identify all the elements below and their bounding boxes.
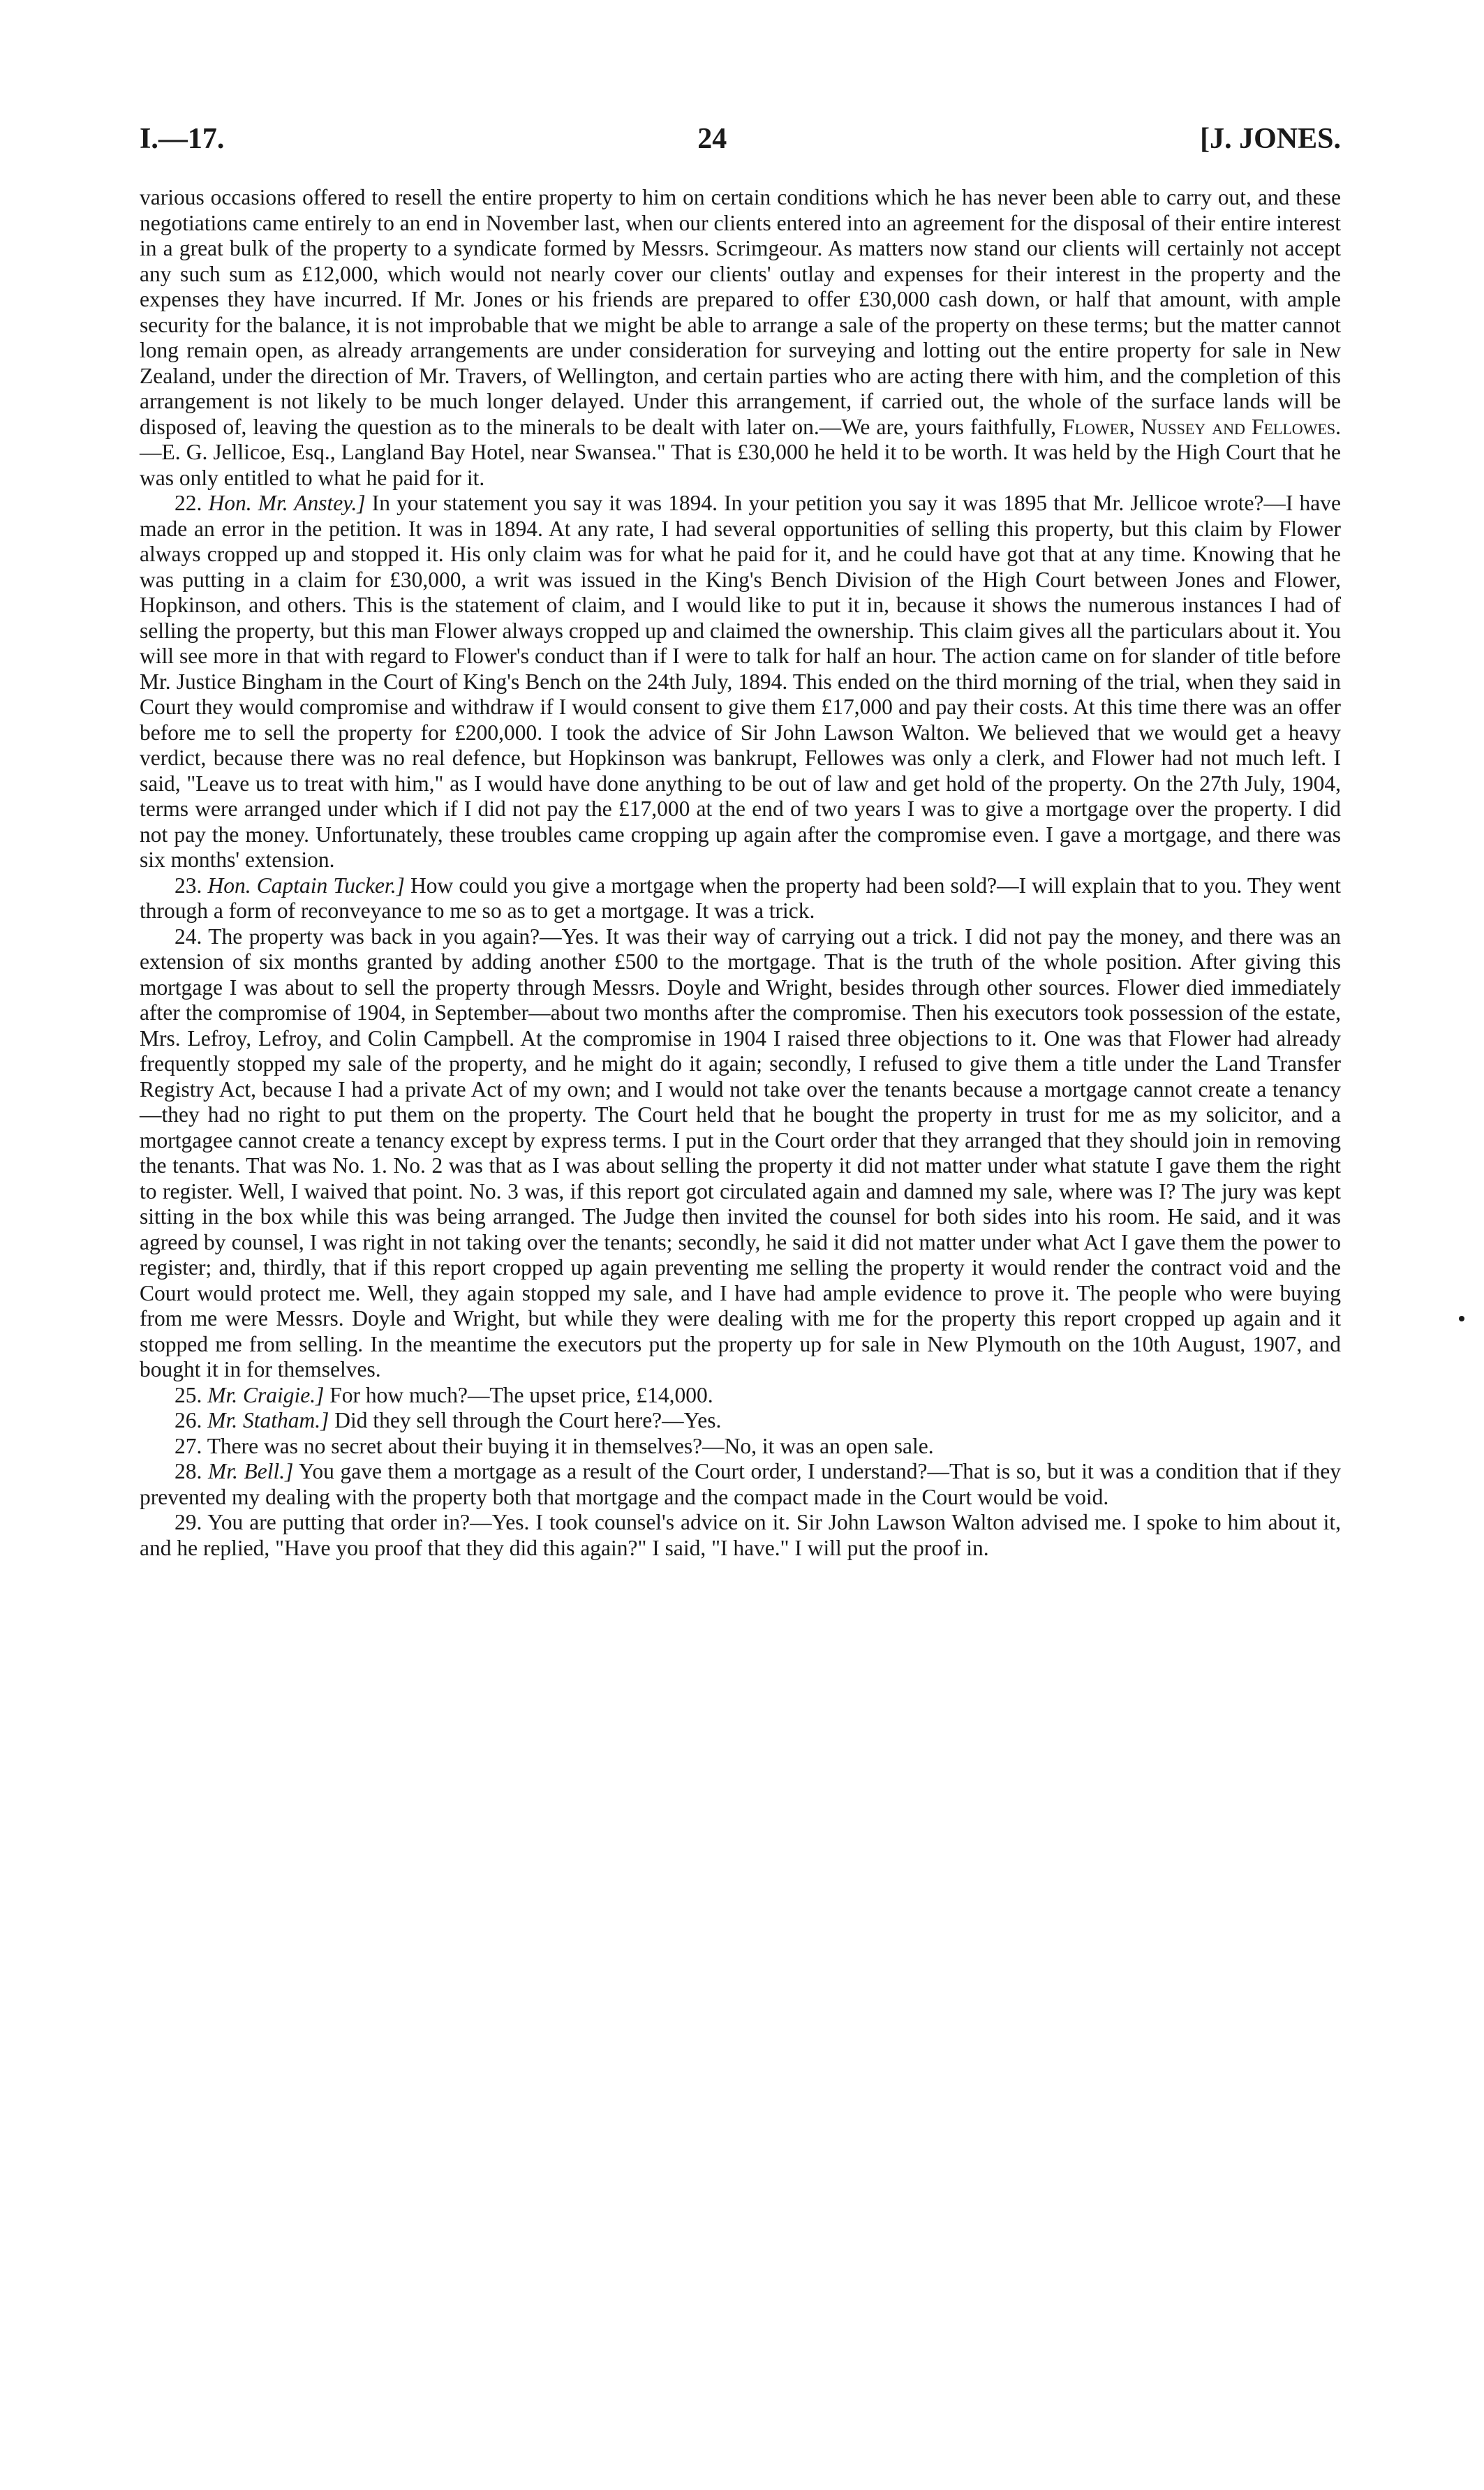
page-header <box>140 122 1341 156</box>
question-22 <box>140 491 1341 873</box>
question-number: 29. <box>175 1510 202 1534</box>
question-27 <box>140 1434 1341 1460</box>
question-number: 26. <box>175 1408 202 1432</box>
transcript-body <box>140 185 1341 1561</box>
paragraph-text: You gave them a mortgage as a result of the Court order, I understand?—That is so, but it was a condition that if they prevented my dealing with the property both that mortgage and the compact made in the Court would be void. <box>140 1459 1341 1509</box>
margin-dot <box>1459 1316 1464 1321</box>
question-23 <box>140 873 1341 924</box>
question-number: 23. <box>175 873 202 898</box>
paragraph-text: Did they sell through the Court here?—Yes. <box>334 1408 722 1432</box>
page-number: 24 <box>697 123 727 155</box>
question-28 <box>140 1459 1341 1510</box>
question-29 <box>140 1510 1341 1561</box>
paragraph-text: The property was back in you again?—Yes. It was their way of carrying out a trick. I did not pay the money, and there was an extension of six months granted by adding another £500 to the mortgage. That is the truth of the whole position. After giving this mortgage I was about to sell the property through Messrs. Doyle and Wright, besides through other sources. Flower died immediately after the compromise of 1904, in September—about two months after the compromise. Then his executors took possession of the estate, Mrs. Lefroy, Lefroy, and Colin Campbell. At the compromise in 1904 I raised three objections to it. One was that Flower had already frequently stopped my sale of the property, and he might do it again; secondly, I refused to give them a title under the Land Transfer Registry Act, because I had a private Act of my own; and I would not take over the tenants because a mortgage cannot create a tenancy—they had no right to put them on the property. The Court held that he bought the property in trust for me as my solicitor, and a mortgagee cannot create a tenancy except by express terms. I put in the Court order that they arranged that they should join in removing the tenants. That was No. 1. No. 2 was that as I was about selling the property it did not matter under what statute I gave them the right to register. Well, I waived that point. No. 3 was, if this report got circulated again and damned my sale, where was I? The jury was kept sitting in the box while this was being arranged. The Judge then invited the counsel for both sides into his room. He said, and it was agreed by counsel, I was right in not taking over the tenants; secondly, he said it did not matter under what Act I gave them the power to register; and, thirdly, that if this report cropped up again preventing me selling the property it would render the contract void and the Court would protect me. Well, they again stopped my sale, and I have had ample evidence to prove it. The people who were buying from me were Messrs. Doyle and Wright, but while they were dealing with me for the property this report cropped up again and it stopped me from selling. In the meantime the executors put the property up for sale in New Plymouth on the 10th August, 1907, and bought it in for themselves. <box>140 924 1341 1381</box>
witness-name: [J. JONES. <box>1200 123 1341 155</box>
paragraph-text: For how much?—The upset price, £14,000. <box>329 1382 713 1407</box>
question-26 <box>140 1408 1341 1434</box>
paragraph-text: various occasions offered to resell the entire property to him on certain conditions which he has never been able to carry out, and these negotiations came entirely to an end in November last, when our clients entered into an agreement for the disposal of their entire interest in a great bulk of the property to a syndicate formed by Messrs. Scrimgeour. As matters now stand our clients will certainly not accept any such sum as £12,000, which would not nearly cover our clients' outlay and expenses for their interest in the property and the expenses they have incurred. If Mr. Jones or his friends are prepared to offer £30,000 cash down, or half that amount, with ample security for the balance, it is not improbable that we might be able to arrange a sale of the property on these terms; but the matter cannot long remain open, as already arrangements are under consideration for surveying and lotting out the entire property for sale in New Zealand, under the direction of Mr. Travers, of Wellington, and certain parties who are acting there with him, and the completion of this arrangement is not likely to be much longer delayed. Under this arrangement, if carried out, the whole of the surface lands will be disposed of, leaving the question as to the minerals to be dealt with later on.—We are, yours faithfully, <box>140 185 1341 439</box>
question-number: 28. <box>175 1459 202 1483</box>
question-24 <box>140 924 1341 1383</box>
paragraph-text: You are putting that order in?—Yes. I took counsel's advice on it. Sir John Lawson Walton advised me. I spoke to him about it, and he replied, "Have you proof that they did this again?" I said, "I have." I will put the proof in. <box>140 1510 1341 1560</box>
question-number: 24. <box>175 924 202 949</box>
question-number: 27. <box>175 1433 202 1458</box>
question-number: 25. <box>175 1382 202 1407</box>
speaker-name: Hon. Mr. Anstey.] <box>208 491 366 515</box>
question-25 <box>140 1383 1341 1409</box>
paragraph-text: How could you give a mortgage when the property had been sold?—I will explain that to you. They went through a form of reconveyance to me so as to get a mortgage. It was a trick. <box>140 873 1342 923</box>
paragraph-text: In your statement you say it was 1894. In your petition you say it was 1895 that Mr. Jellicoe wrote?—I have made an error in the petition. It was in 1894. At any rate, I had several opportunities of selling this property, but this claim by Flower always cropped up and stopped it. His only claim was for what he paid for it, and he could have got that at any time. Knowing that he was putting in a claim for £30,000, a writ was issued in the King's Bench Division of the High Court between Jones and Flower, Hopkinson, and others. This is the statement of claim, and I would like to put it in, because it shows the numerous instances I had of selling the property, but this man Flower always cropped up and claimed the ownership. This claim gives all the particulars about it. You will see more in that with regard to Flower's conduct than if I were to talk for half an hour. The action came on for slander of title before Mr. Justice Bingham in the Court of King's Bench on the 24th July, 1894. This ended on the third morning of the trial, when they said in Court they would compromise and withdraw if I would consent to give them £17,000 and pay their costs. At this time there was an offer before me to sell the property for £200,000. I took the advice of Sir John Lawson Walton. We believed that we would get a heavy verdict, because there was no real defence, but Hopkinson was bankrupt, Fellowes was only a clerk, and Flower had not much left. I said, "Leave us to treat with him," as I would have done anything to be out of law and get hold of the property. On the 27th July, 1904, terms were arranged under which if I did not pay the £17,000 at the end of two years I was to give a mortgage over the property. I did not pay the money. Unfortunately, these troubles came cropping up again after the compromise even. I gave a mortgage, and there was six months' extension. <box>140 491 1341 872</box>
signature-firm: Flower, Nussey and Fellowes <box>1062 414 1336 439</box>
letter-continuation <box>140 185 1341 491</box>
question-number: 22. <box>175 491 202 515</box>
paragraph-text: There was no secret about their buying it in themselves?—No, it was an open sale. <box>207 1433 934 1458</box>
report-reference: I.—17. <box>140 123 225 155</box>
speaker-name: Hon. Captain Tucker.] <box>207 873 405 898</box>
speaker-name: Mr. Statham.] <box>207 1408 329 1432</box>
paragraph-text: .—E. G. Jellicoe, Esq., Langland Bay Hotel, near Swansea." That is £30,000 he held it to be worth. It was held by the High Court that he was only entitled to what he paid for it. <box>140 414 1342 490</box>
speaker-name: Mr. Bell.] <box>207 1459 294 1483</box>
speaker-name: Mr. Craigie.] <box>207 1382 325 1407</box>
